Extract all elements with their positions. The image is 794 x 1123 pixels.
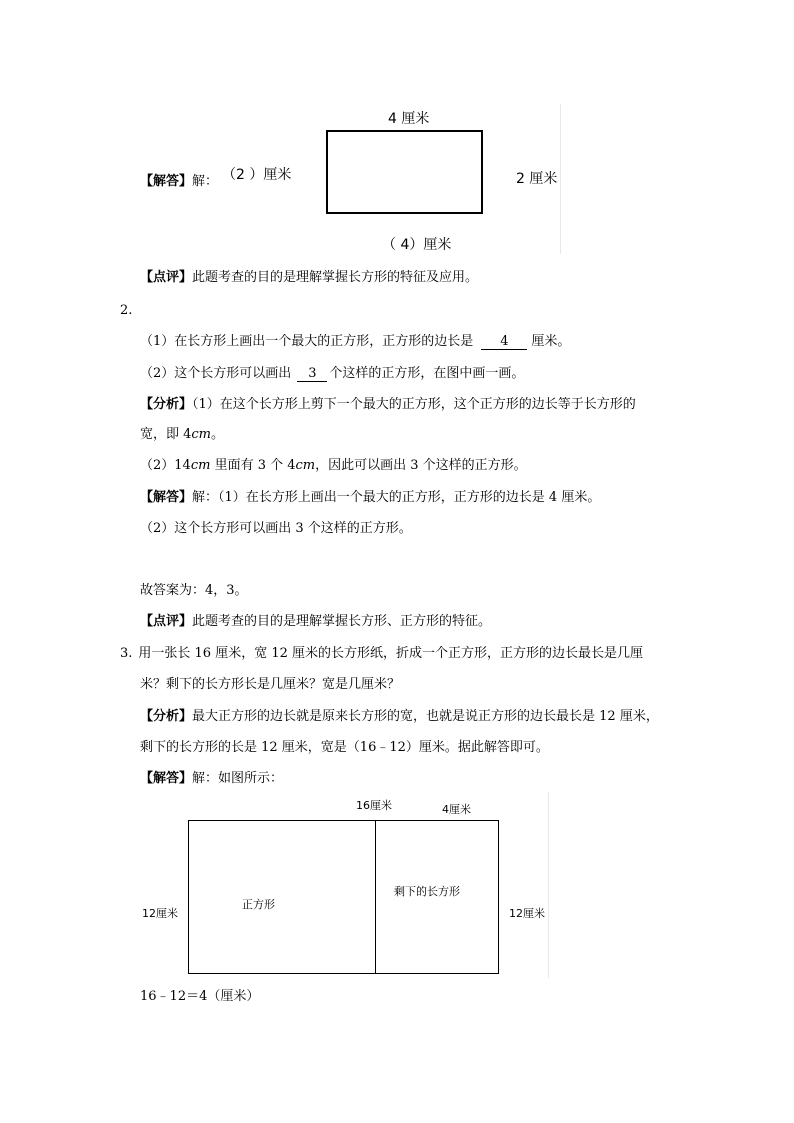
comment-line-1: [140, 269, 478, 287]
q2-part2-text: （2）这个长方形可以画出: [140, 366, 292, 381]
answer-text: 解：（1）在长方形上画出一个最大的正方形，正方形的边长是 4 厘米。: [192, 490, 601, 505]
question-3-text-line2: 米？剩下的长方形长是几厘米？宽是几厘米？: [140, 677, 401, 692]
unit-cm: cm: [191, 427, 212, 442]
figure1-edge-shadow: [560, 104, 561, 254]
unit-cm: cm: [295, 458, 316, 473]
comment-text: 此题考查的目的是理解掌握长方形、正方形的特征。: [192, 614, 492, 629]
figure2-square-label: 正方形: [242, 898, 275, 911]
analysis-text: 宽，即 4: [140, 427, 192, 442]
q2-analysis-line1: [140, 396, 636, 414]
q3-answer: [140, 770, 283, 788]
q2-part2-blank: 3: [297, 367, 327, 382]
comment-tag: 【点评】: [140, 270, 193, 285]
analysis-text: 。: [211, 427, 225, 442]
figure1-left-label: （2 ）厘米: [222, 167, 292, 183]
q3-calculation: 16﹣12＝4（厘米）: [140, 989, 260, 1004]
comment-tag: 【点评】: [140, 614, 193, 629]
question-2-number: 2.: [120, 303, 133, 318]
q2-part1-unit: 厘米。: [531, 334, 571, 349]
q2-part2-rest: 个这样的正方形，在图中画一画。: [329, 366, 525, 381]
q2-part2: [140, 365, 524, 383]
figure1-rectangle: [326, 130, 483, 214]
question-3: [120, 645, 643, 663]
analysis-tag: 【分析】: [140, 709, 193, 724]
q2-answer-line2: （2）这个长方形可以画出 3 个这样的正方形。: [140, 521, 412, 536]
q2-final-answer: 故答案为：4，3。: [140, 583, 248, 598]
analysis-text: 里面有 3 个 4: [210, 458, 296, 473]
figure2-right-label: 12厘米: [509, 907, 545, 920]
figure1-right-label: 2 厘米: [516, 171, 558, 187]
answer-text: 解：如图所示：: [192, 771, 284, 786]
answer-line: [140, 170, 218, 189]
q2-part1-blank: 4: [481, 335, 527, 350]
q2-analysis-line2: [140, 426, 224, 444]
question-3-number: 3.: [120, 646, 133, 661]
analysis-text: （1）在这个长方形上剪下一个最大的正方形，这个正方形的边长等于长方形的: [192, 397, 636, 412]
figure2-edge-shadow: [548, 792, 549, 978]
q2-part1: [140, 333, 570, 351]
q2-answer-line1: [140, 489, 600, 507]
unit-cm: cm: [190, 458, 211, 473]
figure2-top-label: 16厘米: [356, 799, 392, 812]
figure2-left-label: 12厘米: [142, 907, 178, 920]
q3-analysis-line2: 剩下的长方形的长是 12 厘米，宽是（16﹣12）厘米。据此解答即可。: [140, 740, 549, 755]
answer-prefix: 解：: [192, 174, 219, 189]
comment-text: 此题考查的目的是理解掌握长方形的特征及应用。: [192, 270, 479, 285]
analysis-text: ，因此可以画出 3 个这样的正方形。: [315, 458, 527, 473]
figure1-top-label: 4 厘米: [388, 111, 430, 127]
answer-tag: 【解答】: [140, 174, 193, 189]
question-3-text: 用一张长 16 厘米，宽 12 厘米的长方形纸，折成一个正方形，正方形的边长最长是几厘: [138, 646, 644, 661]
analysis-text: （2）14: [140, 458, 191, 473]
figure1-bottom-label: （ 4）厘米: [382, 237, 452, 253]
q2-comment: [140, 613, 491, 631]
answer-tag: 【解答】: [140, 490, 193, 505]
q2-analysis-line3: [140, 457, 527, 475]
figure2-top-right-label: 4厘米: [442, 803, 471, 816]
figure2-divider: [375, 820, 376, 974]
figure2-remaining-label: 剩下的长方形: [394, 885, 460, 898]
q3-analysis-line1: [140, 708, 659, 726]
answer-tag: 【解答】: [140, 771, 193, 786]
q2-part1-text: （1）在长方形上画出一个最大的正方形，正方形的边长是: [140, 334, 474, 349]
analysis-tag: 【分析】: [140, 397, 193, 412]
analysis-text: 最大正方形的边长就是原来长方形的宽，也就是说正方形的边长最长是 12 厘米，: [192, 709, 659, 724]
